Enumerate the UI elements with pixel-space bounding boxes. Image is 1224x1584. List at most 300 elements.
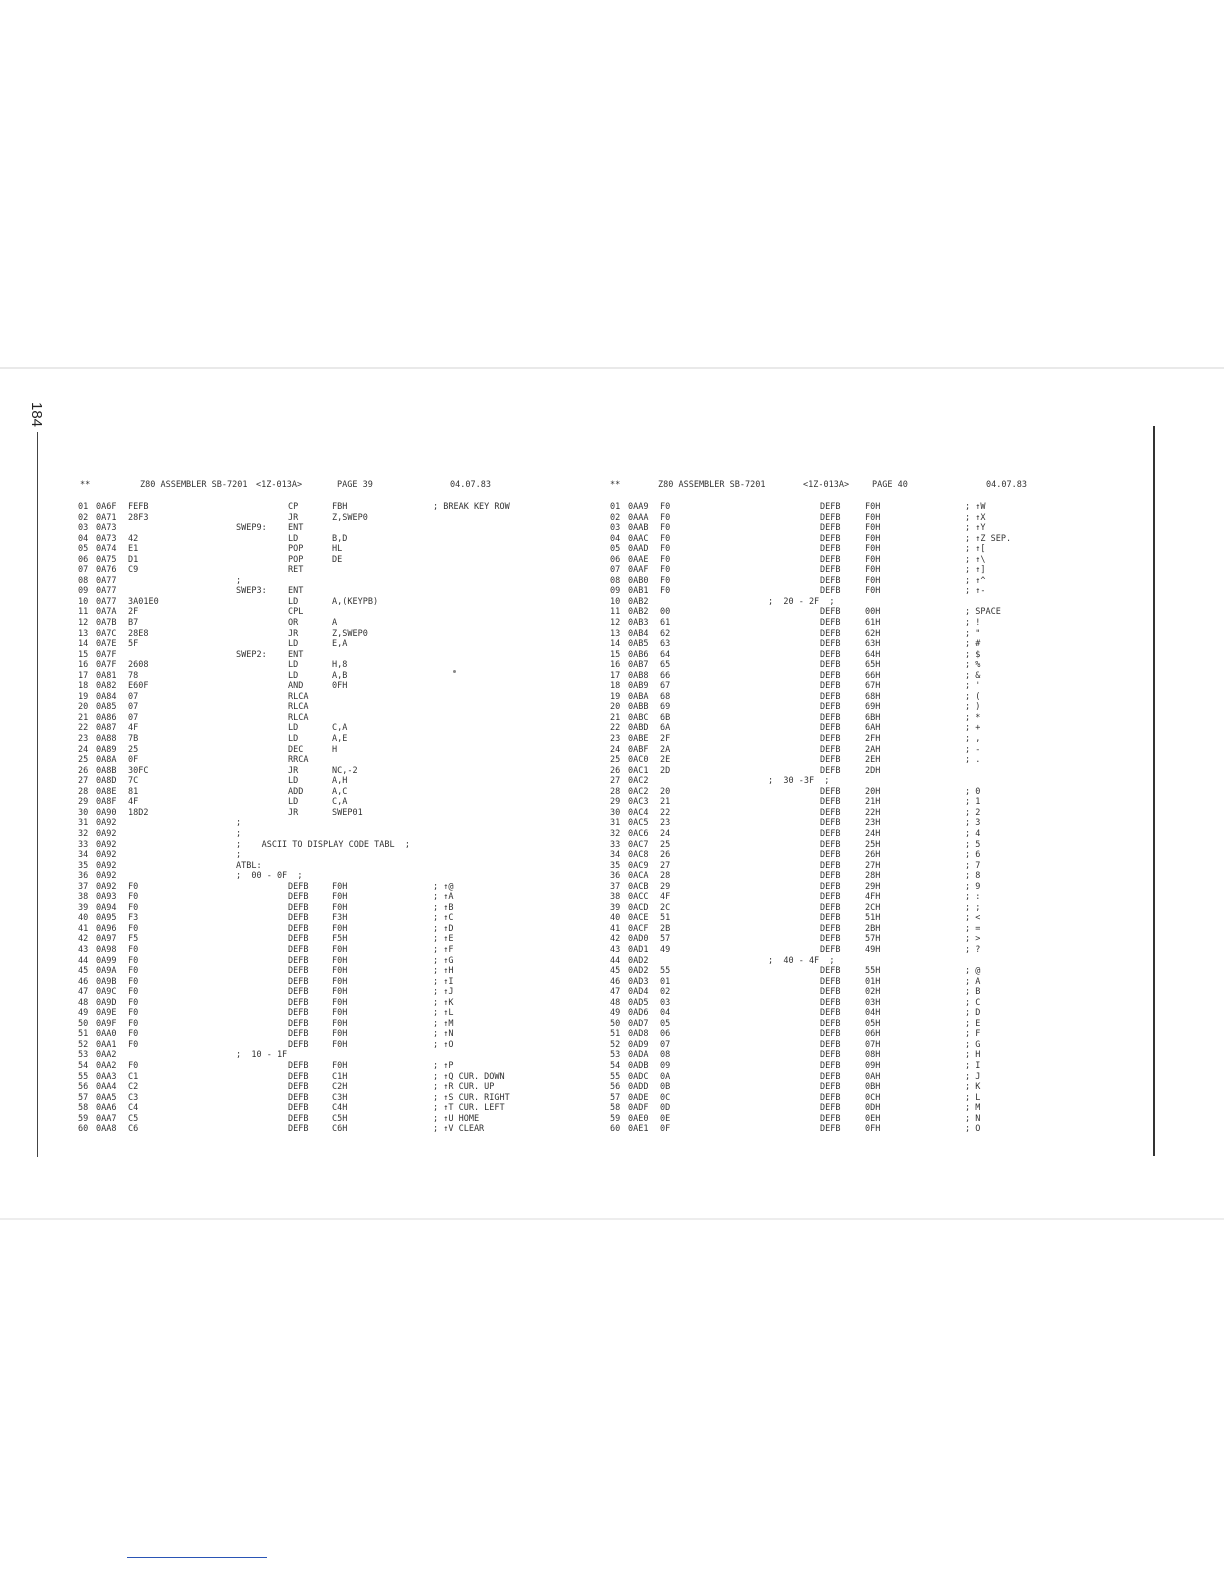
line-number: 28 — [610, 786, 621, 797]
operand: 6BH — [865, 712, 881, 723]
listing-rows — [610, 502, 1130, 1135]
operand: A,H — [332, 776, 348, 787]
mnemonic: DEFB — [288, 1082, 309, 1093]
mnemonic: POP — [288, 544, 304, 555]
comment: ; 2 — [965, 807, 981, 818]
comment: ; ↑Z SEP. — [965, 533, 1012, 544]
object-code: E1 — [128, 544, 139, 555]
line-number: 34 — [610, 850, 621, 861]
object-code: C5 — [128, 1113, 139, 1124]
code-line — [78, 850, 578, 861]
code-line — [610, 903, 1130, 914]
object-code: 78 — [128, 670, 139, 681]
code-line — [78, 734, 578, 745]
address: 0A7F — [96, 660, 117, 671]
object-code: 6A — [660, 723, 671, 734]
code-line — [610, 734, 1130, 745]
address: 0AE1 — [628, 1124, 649, 1135]
object-code: 0F — [660, 1124, 671, 1135]
code-line — [610, 850, 1130, 861]
mnemonic: LD — [288, 797, 299, 808]
mnemonic: DEFB — [288, 1103, 309, 1114]
mnemonic: DEFB — [820, 892, 841, 903]
comment: ; K — [965, 1082, 981, 1093]
code-line — [78, 650, 578, 661]
mnemonic: DEFB — [820, 1060, 841, 1071]
line-number: 48 — [78, 997, 89, 1008]
comment: ; ? — [965, 944, 981, 955]
operand: 2CH — [865, 902, 881, 913]
object-code: 63 — [660, 639, 671, 650]
code-line — [610, 597, 1130, 608]
line-number: 23 — [78, 734, 89, 745]
comment: ; SPACE — [965, 607, 1001, 618]
address: 0AB8 — [628, 670, 649, 681]
code-line — [610, 650, 1130, 661]
address: 0AD2 — [628, 966, 649, 977]
code-line — [610, 934, 1130, 945]
mnemonic: DEFB — [820, 702, 841, 713]
object-code: 29 — [660, 881, 671, 892]
operand: C4H — [332, 1103, 348, 1114]
mnemonic: DEFB — [820, 818, 841, 829]
object-code: 2C — [660, 902, 671, 913]
object-code: 2F — [128, 607, 139, 618]
operand: F0H — [332, 987, 348, 998]
operand: 68H — [865, 691, 881, 702]
mnemonic: DEFB — [820, 976, 841, 987]
comment: ; E — [965, 1018, 981, 1029]
label: ; 40 - 4F ; — [768, 955, 835, 966]
line-number: 39 — [610, 902, 621, 913]
code-line — [78, 945, 578, 956]
operand: F0H — [332, 976, 348, 987]
operand: 62H — [865, 628, 881, 639]
comment: ; ↑P — [433, 1060, 454, 1071]
code-line — [78, 808, 578, 819]
object-code: 0D — [660, 1103, 671, 1114]
object-code: 2A — [660, 744, 671, 755]
comment: ; G — [965, 1039, 981, 1050]
object-code: 57 — [660, 934, 671, 945]
object-code: 07 — [660, 1039, 671, 1050]
object-code: F0 — [128, 944, 139, 955]
operand: 4FH — [865, 892, 881, 903]
line-number: 21 — [78, 712, 89, 723]
address: 0A92 — [96, 860, 117, 871]
comment: ; ) — [965, 702, 981, 713]
address: 0AA7 — [96, 1113, 117, 1124]
operand: Z,SWEP0 — [332, 512, 368, 523]
comment: ; I — [965, 1060, 981, 1071]
address: 0A88 — [96, 734, 117, 745]
line-number: 53 — [610, 1050, 621, 1061]
listing-rows — [78, 502, 578, 1135]
code-line — [610, 1072, 1130, 1083]
code-line — [78, 977, 578, 988]
operand: A,(KEYPB) — [332, 596, 379, 607]
line-number: 16 — [78, 660, 89, 671]
address: 0A74 — [96, 544, 117, 555]
line-number: 42 — [610, 934, 621, 945]
address: 0AB2 — [628, 607, 649, 618]
operand: F0H — [865, 586, 881, 597]
label: ; 00 - 0F ; — [236, 871, 303, 882]
operand: C1H — [332, 1071, 348, 1082]
code-line — [78, 882, 578, 893]
operand: 0BH — [865, 1082, 881, 1093]
operand: A — [332, 618, 338, 629]
comment: ; ↑J — [433, 987, 454, 998]
line-number: 60 — [610, 1124, 621, 1135]
comment: ; , — [965, 734, 981, 745]
header-version: <1Z-013A> — [256, 480, 303, 490]
address: 0A9C — [96, 987, 117, 998]
code-line — [610, 1124, 1130, 1135]
listing-header — [610, 480, 1130, 502]
listing-page-39 — [78, 480, 578, 1135]
operand: 24H — [865, 828, 881, 839]
comment: ; < — [965, 913, 981, 924]
line-number: 36 — [610, 871, 621, 882]
code-line — [610, 534, 1130, 545]
line-number: 06 — [610, 554, 621, 565]
line-number: 04 — [78, 533, 89, 544]
comment: ; 5 — [965, 839, 981, 850]
line-number: 31 — [610, 818, 621, 829]
address: 0AC2 — [628, 776, 649, 787]
comment: ; ↑\ — [965, 554, 986, 565]
operand: 2FH — [865, 734, 881, 745]
mnemonic: DEFB — [820, 649, 841, 660]
code-line — [78, 797, 578, 808]
address: 0A9D — [96, 997, 117, 1008]
address: 0A94 — [96, 902, 117, 913]
mnemonic: DEFB — [820, 797, 841, 808]
code-line — [78, 776, 578, 787]
operand: F0H — [332, 923, 348, 934]
line-number: 26 — [78, 765, 89, 776]
address: 0AA8 — [96, 1124, 117, 1135]
mnemonic: DEFB — [288, 955, 309, 966]
object-code: F0 — [660, 512, 671, 523]
code-line — [610, 966, 1130, 977]
operand: 69H — [865, 702, 881, 713]
code-line — [610, 523, 1130, 534]
mnemonic: DEFB — [820, 712, 841, 723]
mnemonic: DEFB — [288, 913, 309, 924]
address: 0AC1 — [628, 765, 649, 776]
operand: 22H — [865, 807, 881, 818]
address: 0A9A — [96, 966, 117, 977]
object-code: 21 — [660, 797, 671, 808]
object-code: F0 — [660, 523, 671, 534]
operand: C5H — [332, 1113, 348, 1124]
header-assembler: Z80 ASSEMBLER SB-7201 — [658, 480, 766, 490]
mnemonic: DEFB — [288, 1060, 309, 1071]
line-number: 55 — [610, 1071, 621, 1082]
operand: F0H — [332, 955, 348, 966]
line-number: 39 — [78, 902, 89, 913]
code-line — [78, 597, 578, 608]
mnemonic: LD — [288, 723, 299, 734]
mnemonic: DEFB — [820, 828, 841, 839]
code-line — [610, 892, 1130, 903]
comment: ; ( — [965, 691, 981, 702]
line-number: 46 — [610, 976, 621, 987]
address: 0ADD — [628, 1082, 649, 1093]
operand: F0H — [865, 533, 881, 544]
comment: ; 7 — [965, 860, 981, 871]
mnemonic: DEFB — [820, 839, 841, 850]
mnemonic: DEFB — [820, 1082, 841, 1093]
mnemonic: DEFB — [820, 755, 841, 766]
comment: ; $ — [965, 649, 981, 660]
comment: ; ↑K — [433, 997, 454, 1008]
line-number: 55 — [78, 1071, 89, 1082]
address: 0A92 — [96, 871, 117, 882]
mnemonic: DEFB — [820, 554, 841, 565]
operand: 04H — [865, 1008, 881, 1019]
operand: F0H — [332, 1018, 348, 1029]
object-code: F0 — [660, 502, 671, 512]
operand: NC,-2 — [332, 765, 358, 776]
object-code: 07 — [128, 712, 139, 723]
footer-rule — [127, 1557, 267, 1558]
code-line — [78, 787, 578, 798]
operand: 2DH — [865, 765, 881, 776]
line-number: 32 — [610, 828, 621, 839]
code-line — [610, 861, 1130, 872]
address: 0A77 — [96, 586, 117, 597]
object-code: F0 — [660, 533, 671, 544]
comment: ; ↑T CUR. LEFT — [433, 1103, 505, 1114]
label: ; 30 -3F ; — [768, 776, 830, 787]
object-code: 0E — [660, 1113, 671, 1124]
object-code: F0 — [660, 554, 671, 565]
address: 0AA2 — [96, 1050, 117, 1061]
object-code: C3 — [128, 1092, 139, 1103]
operand: F5H — [332, 934, 348, 945]
comment: ; 4 — [965, 828, 981, 839]
object-code: 07 — [128, 702, 139, 713]
comment: ; * — [965, 712, 981, 723]
line-number: 56 — [78, 1082, 89, 1093]
operand: F0H — [332, 1039, 348, 1050]
operand: 2BH — [865, 923, 881, 934]
comment: ; BREAK KEY ROW — [433, 502, 510, 512]
line-number: 48 — [610, 997, 621, 1008]
object-code: 28F3 — [128, 512, 149, 523]
code-line — [78, 913, 578, 924]
mnemonic: DEFB — [820, 1103, 841, 1114]
line-number: 34 — [78, 850, 89, 861]
mnemonic: DEFB — [820, 523, 841, 534]
comment: ; + — [965, 723, 981, 734]
address: 0A92 — [96, 818, 117, 829]
mnemonic: DEFB — [820, 670, 841, 681]
line-number: 20 — [78, 702, 89, 713]
line-number: 21 — [610, 712, 621, 723]
mnemonic: DEFB — [288, 976, 309, 987]
comment: ; ↑[ — [965, 544, 986, 555]
comment: ; ↑- — [965, 586, 986, 597]
mnemonic: DEFB — [820, 850, 841, 861]
line-number: 15 — [610, 649, 621, 660]
operand: 63H — [865, 639, 881, 650]
label: ; 10 - 1F — [236, 1050, 288, 1061]
line-number: 06 — [78, 554, 89, 565]
mnemonic: DEFB — [288, 923, 309, 934]
address: 0A73 — [96, 533, 117, 544]
line-number: 09 — [78, 586, 89, 597]
code-line — [610, 808, 1130, 819]
code-line — [78, 565, 578, 576]
code-line — [78, 1103, 578, 1114]
object-code: F0 — [660, 586, 671, 597]
line-number: 38 — [610, 892, 621, 903]
object-code: F0 — [128, 892, 139, 903]
object-code: 69 — [660, 702, 671, 713]
comment: ; ↑^ — [965, 575, 986, 586]
operand: 23H — [865, 818, 881, 829]
object-code: 25 — [660, 839, 671, 850]
operand: 0DH — [865, 1103, 881, 1114]
mnemonic: LD — [288, 639, 299, 650]
comment: ; : — [965, 892, 981, 903]
line-number: 47 — [78, 987, 89, 998]
code-line — [78, 586, 578, 597]
mnemonic: DEFB — [820, 691, 841, 702]
operand: F0H — [332, 997, 348, 1008]
operand: F0H — [865, 565, 881, 576]
operand: F0H — [865, 575, 881, 586]
object-code: E60F — [128, 681, 149, 692]
code-line — [610, 977, 1130, 988]
address: 0AC5 — [628, 818, 649, 829]
mnemonic: DEFB — [288, 1008, 309, 1019]
mnemonic: JR — [288, 765, 299, 776]
mnemonic: DEFB — [820, 723, 841, 734]
address: 0AA2 — [96, 1060, 117, 1071]
address: 0AA1 — [96, 1039, 117, 1050]
mnemonic: DEFB — [820, 544, 841, 555]
line-number: 25 — [78, 755, 89, 766]
comment: ; ↑C — [433, 913, 454, 924]
mnemonic: DEFB — [820, 944, 841, 955]
operand: 0FH — [332, 681, 348, 692]
object-code: 24 — [660, 828, 671, 839]
line-number: 15 — [78, 649, 89, 660]
mnemonic: RLCA — [288, 712, 309, 723]
code-line — [78, 1061, 578, 1072]
line-number: 47 — [610, 987, 621, 998]
code-line — [78, 1029, 578, 1040]
operand: A,C — [332, 786, 348, 797]
address: 0AAA — [628, 512, 649, 523]
operand: 08H — [865, 1050, 881, 1061]
operand: 02H — [865, 987, 881, 998]
address: 0AD5 — [628, 997, 649, 1008]
code-line — [610, 544, 1130, 555]
address: 0AD6 — [628, 1008, 649, 1019]
operand: 09H — [865, 1060, 881, 1071]
code-line — [78, 745, 578, 756]
address: 0AAF — [628, 565, 649, 576]
line-number: 58 — [78, 1103, 89, 1114]
object-code: 03 — [660, 997, 671, 1008]
mnemonic: DEFB — [820, 881, 841, 892]
object-code: 81 — [128, 786, 139, 797]
line-number: 03 — [78, 523, 89, 534]
object-code: 66 — [660, 670, 671, 681]
line-number: 01 — [610, 502, 621, 512]
object-code: 61 — [660, 618, 671, 629]
code-line — [610, 987, 1130, 998]
object-code: 02 — [660, 987, 671, 998]
line-number: 57 — [610, 1092, 621, 1103]
label: ; ASCII TO DISPLAY CODE TABL ; — [236, 839, 410, 850]
address: 0AA5 — [96, 1092, 117, 1103]
page-edge-bottom — [0, 1218, 1224, 1220]
mnemonic: POP — [288, 554, 304, 565]
line-number: 59 — [610, 1113, 621, 1124]
operand: F0H — [332, 966, 348, 977]
object-code: 42 — [128, 533, 139, 544]
line-number: 50 — [78, 1018, 89, 1029]
comment: ; @ — [965, 966, 981, 977]
operand: 66H — [865, 670, 881, 681]
comment: ; ↑O — [433, 1039, 454, 1050]
line-number: 35 — [78, 860, 89, 871]
line-number: 56 — [610, 1082, 621, 1093]
address: 0A9F — [96, 1018, 117, 1029]
mnemonic: RET — [288, 565, 304, 576]
object-code: F0 — [128, 1008, 139, 1019]
mnemonic: DEFB — [820, 913, 841, 924]
code-line — [78, 534, 578, 545]
address: 0A7A — [96, 607, 117, 618]
object-code: F0 — [128, 1060, 139, 1071]
comment: ; ↑I — [433, 976, 454, 987]
mnemonic: LD — [288, 776, 299, 787]
operand: C3H — [332, 1092, 348, 1103]
code-line — [610, 513, 1130, 524]
operand: F0H — [865, 502, 881, 512]
object-code: 07 — [128, 691, 139, 702]
operand: 27H — [865, 860, 881, 871]
object-code: 4F — [128, 797, 139, 808]
comment: ; O — [965, 1124, 981, 1135]
code-line — [78, 671, 578, 682]
code-line — [610, 723, 1130, 734]
address: 0AAB — [628, 523, 649, 534]
mnemonic: LD — [288, 734, 299, 745]
header-assembler: Z80 ASSEMBLER SB-7201 — [140, 480, 248, 490]
mnemonic: DEFB — [288, 881, 309, 892]
address: 0A92 — [96, 881, 117, 892]
code-line — [610, 586, 1130, 597]
line-number: 16 — [610, 660, 621, 671]
comment: ; ↑A — [433, 892, 454, 903]
address: 0AD7 — [628, 1018, 649, 1029]
line-number: 02 — [610, 512, 621, 523]
address: 0AC6 — [628, 828, 649, 839]
line-number: 42 — [78, 934, 89, 945]
comment: ; ↑Q CUR. DOWN — [433, 1071, 505, 1082]
object-code: 22 — [660, 807, 671, 818]
address: 0AAD — [628, 544, 649, 555]
